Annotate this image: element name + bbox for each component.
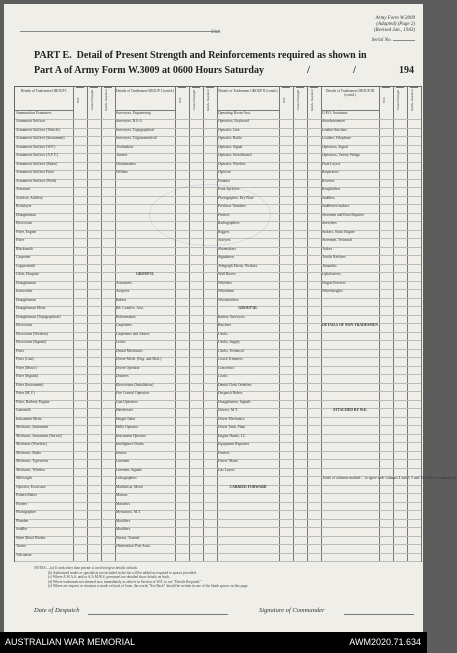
row-line <box>115 247 217 248</box>
trade-entry: Armament Artificer <box>16 119 46 124</box>
trade-entry: Operator, Switchboard <box>218 153 252 158</box>
trade-entry: Operators, Variety Wedge <box>322 153 360 158</box>
footer-accession: AWM2020.71.634 <box>349 637 421 647</box>
trade-entry: Wagon Erectors <box>322 280 346 285</box>
trade-entry: Mechanic (Wireless) <box>16 442 47 447</box>
trade-entry: Pattern Maker <box>16 493 37 498</box>
trade-entry: Painters <box>218 178 230 183</box>
note-line: (b) Authorized trades or specialists not included in the list will be added as required to spaces provided. <box>48 570 197 575</box>
trade-entry: Saddler <box>16 527 28 532</box>
row-line <box>321 527 421 528</box>
note-line: NOTES.—(a) If rank other than private is involved give details on back. <box>34 566 139 570</box>
notes-block <box>34 566 384 589</box>
row-line <box>115 561 217 562</box>
row-line <box>217 536 321 537</box>
trade-entry: Drainers <box>116 374 129 379</box>
row-line <box>321 400 421 401</box>
note-line: (c) Where A.W.A.S. and/or A.A.M.W.S. personnel are detailed show details on back. <box>48 575 170 580</box>
column-header-we: W.E. <box>178 87 186 112</box>
row-line <box>115 264 217 265</box>
trade-entry: Radiographers <box>218 221 240 226</box>
trade-entry: Surveyors, R.S.A. <box>116 119 143 124</box>
trade-entry: Fitter (Motor) <box>16 365 37 370</box>
row-line <box>217 544 321 545</box>
row-line <box>217 476 321 477</box>
trade-entry: Mechanic, Instrument (Survey) <box>16 433 63 438</box>
row-line <box>321 553 421 554</box>
column-header-details: Details of Tradesmen GROUP I (contd.) <box>115 87 175 111</box>
trade-entry: GROUP III. <box>238 306 258 311</box>
column-header-present: Posted Strength <box>296 87 304 112</box>
trade-entry: Operator, Radio <box>218 136 242 141</box>
row-line <box>321 391 421 392</box>
page-title <box>34 48 414 78</box>
trade-entry: Electricians (Installation) <box>116 382 154 387</box>
trade-entry: Ammunition Examiners <box>16 111 52 115</box>
trade-entry: DETAILS OF NON-TRADESMEN <box>322 323 378 328</box>
trade-entry: Woodworkers <box>218 297 239 302</box>
trade-entry: Draughtsman <box>16 297 36 302</box>
trade-entry: Fire Control Operators <box>116 391 150 396</box>
row-line <box>321 519 421 520</box>
title-line1: Detail of Present Strength and Reinforcements required as shown in <box>76 50 367 61</box>
form-revised: (Revised Jan., 1943) <box>373 28 415 33</box>
column-header-reinf: Reinfs. Required <box>206 87 214 112</box>
trade-entry: Watchmakers <box>116 161 136 166</box>
row-line <box>321 374 421 375</box>
trade-entry: Saddletree makers <box>322 204 350 209</box>
trade-entry: Fitter, Engine <box>16 229 37 234</box>
trade-entry: Coppersmith <box>16 263 36 268</box>
trade-entry: Driver-Mech. (Eng. and Mod.) <box>116 357 162 362</box>
form-page <box>4 4 457 632</box>
row-line <box>115 255 217 256</box>
trade-entry: Farriers <box>218 450 230 455</box>
row-line <box>321 502 421 503</box>
trade-entry: CARRIED FORWARD <box>229 484 267 489</box>
trade-entry: Moulders <box>116 527 131 532</box>
trade-entry: Surveyors, Trigonometrical <box>116 136 157 141</box>
trade-entry: Toolmakers <box>116 144 134 149</box>
trade-entry: Saddlers <box>322 195 335 200</box>
trade-entry: Dental Clerk Orderlies <box>218 382 252 387</box>
row-line <box>321 485 421 486</box>
trade-entry: Gas Layers <box>218 467 235 472</box>
trade-entry: Armament Artificer (Radar) <box>16 161 58 166</box>
trade-entry: Armament Artificer (W.F.) <box>16 144 56 149</box>
trade-entry: Draughtsman Mech. <box>16 306 47 311</box>
trade-entry: Wall Borers <box>218 272 236 277</box>
trade-entry: Masons <box>116 493 128 498</box>
column-header-we: W.E. <box>282 87 290 112</box>
trade-entry: Hello Operator <box>116 425 139 430</box>
trade-entry: Wheelmen <box>218 289 234 294</box>
trade-entry: Carpenters <box>116 323 132 328</box>
trade-entry: Fitter (M.V.) <box>16 391 35 396</box>
column-header-present: Posted Strength <box>90 87 98 112</box>
column-header-reinf: Reinfs. Required <box>104 87 112 112</box>
row-line <box>321 493 421 494</box>
trade-entry: Instrument Mech. <box>16 416 43 421</box>
trade-entry: Photographer <box>16 510 36 515</box>
trade-entry: Plumber <box>16 518 29 523</box>
row-line <box>321 340 421 341</box>
trade-entry: Wheelwrights <box>322 289 343 294</box>
trade-entry: Respirators <box>322 170 339 175</box>
trade-entry: Gun Operators <box>116 399 138 404</box>
trade-entry: Wheelers <box>218 280 232 285</box>
row-line <box>321 536 421 537</box>
trade-entry: Engine Hands, I.C. <box>218 433 247 438</box>
row-line <box>217 519 321 520</box>
commander-signature-label: Signature of Commander <box>259 607 325 614</box>
trade-entry: Textile Refitters <box>322 255 346 260</box>
row-line <box>115 179 217 180</box>
trade-entry: Instrument Operator <box>116 433 147 438</box>
row-line <box>321 561 421 562</box>
trade-entry: Riveters <box>322 178 335 183</box>
row-line <box>217 502 321 503</box>
trade-entry: Carpenter <box>16 255 31 260</box>
trade-entry: Butchers <box>218 323 232 328</box>
trade-entry: Equipment Repairers <box>218 442 250 447</box>
form-adapted: (Adapted) (Page 2) <box>376 22 415 27</box>
trade-entry: Draughtsmen, Signals <box>218 399 251 404</box>
serial-number-field <box>371 38 415 43</box>
row-line <box>217 553 321 554</box>
row-line <box>321 315 421 316</box>
trade-entry: Armament Artificer (Field) <box>16 178 57 183</box>
row-line <box>321 442 421 443</box>
unit-label: Unit <box>211 30 220 35</box>
note-line: (d) Where tradesmen not deemed now immediately as relieve in Section of W.E. to see "Details Required." <box>48 579 202 584</box>
faint-stamp <box>149 184 271 246</box>
trade-entry: Surveyors, Engineering <box>116 111 151 115</box>
trade-entry: Armament Artificer (Instrument) <box>16 136 65 141</box>
serial-label: Serial No. <box>371 38 392 43</box>
column-header-details: Details of Tradesmen GROUP I. <box>15 87 73 111</box>
trade-entry: Clerks <box>218 331 228 336</box>
trade-entry: Storemen, Technical <box>322 238 353 243</box>
trade-entry: Millwright <box>16 476 32 481</box>
trade-entry: Clerk, Hospital <box>16 272 39 277</box>
trade-entry: Armament Artificer (A.F.V.) <box>16 153 58 158</box>
date-sep-2: / <box>353 65 356 76</box>
trade-entry: Stokers, Static Engine <box>322 229 355 234</box>
trade-entry: Gunsmith <box>16 408 31 413</box>
trade-entry: Mechanics, M.T. <box>116 510 141 515</box>
trade-entry: Operating Room Asst. <box>218 111 251 115</box>
trade-entry: Boilermakers <box>116 314 136 319</box>
trade-entry: Blacksmith <box>16 246 33 251</box>
trade-entry: Electrician <box>16 323 32 328</box>
trade-entry: Shoemakers <box>218 246 237 251</box>
trade-entry: Electrician <box>16 221 32 226</box>
trade-entry: Concretors <box>218 365 235 370</box>
date-of-despatch-label: Date of Despatch <box>34 607 80 614</box>
trade-entry: Lithographers <box>116 476 137 481</box>
trade-entry: Cooks <box>116 340 126 345</box>
row-line <box>321 383 421 384</box>
trade-entry: Hairdresser <box>116 408 133 413</box>
trade-entry: Dental Mechanics <box>116 348 143 353</box>
date-line <box>88 614 228 615</box>
trade-entry: Height Taker <box>116 416 136 421</box>
trade-entry: Electrician (Wireless) <box>16 331 49 336</box>
trade-entry: Observation Post Assts. <box>116 544 151 549</box>
strength-table <box>14 86 457 562</box>
row-line <box>321 468 421 469</box>
column-header-reinf: Reinfs. Required <box>310 87 318 112</box>
trade-entry: Operator, Line <box>218 127 240 132</box>
trade-entry: Sheet Metal Worker <box>16 535 46 540</box>
trade-entry: Driver Tank, Plant <box>218 425 246 430</box>
row-line <box>321 349 421 350</box>
row-line <box>217 510 321 511</box>
trade-entry: Carpenters and Joiners <box>116 331 150 336</box>
trade-entry: Artificer, Artillery <box>16 195 43 200</box>
row-line <box>321 510 421 511</box>
trade-entry: Draughtsman (Topographical) <box>16 314 61 319</box>
trade-entry: Coach Trimmers <box>218 357 243 362</box>
trade-entry: Fitter (Gun) <box>16 357 34 362</box>
trade-entry: Stretchers <box>322 221 337 226</box>
trade-entry: Bakers <box>116 297 127 302</box>
trade-entry: Optician <box>218 170 231 175</box>
row-line <box>321 332 421 333</box>
column-header-details: Details of Tradesmen GROUP III (contd.) <box>321 87 379 111</box>
trade-entry: Armourer <box>16 187 31 192</box>
trade-entry: Totals of columns marked ... to agree with columns 4 and 5, 5 and 10 of Part A respectively <box>322 476 457 481</box>
trade-entry: Electrician (Signals) <box>16 340 47 345</box>
trade-entry: Clerks, Supply <box>218 340 240 345</box>
trade-entry: Drivers, M.T. <box>218 408 239 413</box>
row-line <box>321 306 421 307</box>
form-reference <box>325 16 415 34</box>
row-line <box>321 451 421 452</box>
trade-entry: Storehousemen <box>322 119 345 124</box>
trade-entry: Clerks, Technical <box>218 348 244 353</box>
trade-entry: O.P.O. Assistants <box>322 111 348 115</box>
trade-entry: Nurses, Trained <box>116 535 140 540</box>
trade-entry: Fitter, Railway Engine <box>16 399 50 404</box>
trade-entry: Driver Mechanics <box>218 416 245 421</box>
date-sep-1: / <box>307 65 310 76</box>
row-line <box>321 298 421 299</box>
trade-entry: Pioneer <box>16 501 28 506</box>
trade-entry: ATTACHED BY W.E. <box>332 408 368 413</box>
trade-entry: Mechanic, Typewriter <box>16 459 49 464</box>
trade-entry: Masseurs <box>116 501 130 506</box>
trade-entry: Surveyors, Topographical <box>116 127 154 132</box>
row-line <box>115 553 217 554</box>
trade-entry: Sawyers <box>218 238 231 243</box>
title-part: PART E. <box>34 50 72 61</box>
trade-entry: Mechanic, Wireless <box>16 467 46 472</box>
trade-entry: Operator, Excavator <box>16 484 46 489</box>
title-line2: Part A of Army Form W.3009 at 0600 Hours Saturday <box>34 65 264 76</box>
row-line <box>321 357 421 358</box>
trade-entry: Moulders <box>116 518 131 523</box>
trade-entry: Operators, Keyboard <box>218 119 249 124</box>
trade-entry: Leather Stitchers <box>322 127 348 132</box>
trade-entry: Armament Artificer Fitter <box>16 170 55 175</box>
column-header-reinf: Reinfs. Required <box>410 87 418 112</box>
trade-entry: Storemen and Boot Repairer <box>322 212 365 217</box>
trade-entry: Bricklayer <box>16 204 32 209</box>
row-line <box>321 425 421 426</box>
column-header-details: Details of Tradesmen GROUP II (contd.) <box>217 87 279 111</box>
form-name: Army Form W.3009 <box>375 16 415 21</box>
trade-entry: Upholsterers <box>322 272 341 277</box>
trade-entry: Fitter <box>16 238 24 243</box>
trade-entry: Operator, Wireless <box>218 161 246 166</box>
trade-entry: Armourers <box>116 280 132 285</box>
trade-entry: Linemen, Signals <box>116 467 142 472</box>
trade-entry: Fitter (Instrument) <box>16 382 44 387</box>
trade-entry: Tinsmiths <box>322 263 337 268</box>
footer-institution: AUSTRALIAN WAR MEMORIAL <box>5 637 136 647</box>
trade-entry: Linemen <box>116 459 130 464</box>
column-header-we: W.E. <box>76 87 84 112</box>
trade-entry: Blt. Comd'rs. Asst. <box>116 306 144 311</box>
trade-entry: Paint Sprayers <box>218 187 240 192</box>
trade-entry: Vulcaniser <box>16 552 32 557</box>
trade-entry: Roughriders <box>322 187 341 192</box>
row-line <box>217 493 321 494</box>
column-header-we: W.E. <box>382 87 390 112</box>
trade-entry: Photographer, Dry Plate <box>218 195 254 200</box>
year-prefix: 194 <box>398 65 414 76</box>
trade-entry: Battery Surveyors <box>218 314 245 319</box>
trade-entry: Signalmen <box>218 255 234 260</box>
trade-entry: Driver Operator <box>116 365 140 370</box>
trade-entry: Printers <box>218 212 230 217</box>
trade-entry: GROUP II. <box>136 272 154 277</box>
trade-entry: Armament Artificer (Vehicle) <box>16 127 60 132</box>
trade-entry: Assayers <box>116 289 130 294</box>
footer-bar <box>0 632 427 653</box>
row-line <box>321 459 421 460</box>
row-line <box>217 561 321 562</box>
trade-entry: Telegraph Electn. Workers <box>218 263 258 268</box>
trade-entry: Joiners <box>116 450 127 455</box>
row-line <box>321 417 421 418</box>
trade-entry: Loaders, Telephone <box>322 136 351 141</box>
note-line: (e) Where are request or situation is made on back of form. the words "See Back" should be written in one of the blank spaces on this page. <box>48 584 249 589</box>
trade-entry: Predictor Numbers <box>218 204 246 209</box>
row-line <box>321 544 421 545</box>
trade-entry: Operator, Signal <box>218 144 243 149</box>
trade-entry: Operators, Signal <box>322 144 348 149</box>
trade-entry: Cooks <box>218 374 228 379</box>
trade-entry: Plate Layers <box>322 161 341 166</box>
trade-entry: Intelligence Duties <box>116 442 144 447</box>
trade-entry: Draughtsman <box>16 280 36 285</box>
column-header-present: Posted Strength <box>396 87 404 112</box>
row-line <box>217 527 321 528</box>
trade-entry: Mechanic, Instrument <box>16 425 49 430</box>
row-line <box>321 434 421 435</box>
trade-entry: Fitters' Mates <box>218 459 239 464</box>
trade-entry: Welders <box>116 170 128 175</box>
trade-entry: Turners <box>116 153 128 158</box>
trade-entry: Machinists, Metal <box>116 484 143 489</box>
column-header-present: Posted Strength <box>192 87 200 112</box>
trade-entry: Despatch Riders <box>218 391 243 396</box>
signature-line <box>344 614 414 615</box>
trade-entry: Ironworker <box>16 289 33 294</box>
trade-entry: Mechanic, Radio <box>16 450 42 455</box>
trade-entry: Turner <box>16 544 26 549</box>
trade-entry: Fitter (Signals) <box>16 374 39 379</box>
trade-entry: Draughtsman <box>16 212 36 217</box>
trade-entry: Tailors <box>322 246 333 251</box>
row-line <box>15 561 115 562</box>
row-line <box>321 366 421 367</box>
trade-entry: Fitter <box>16 348 24 353</box>
trade-entry: Riggers <box>218 229 230 234</box>
